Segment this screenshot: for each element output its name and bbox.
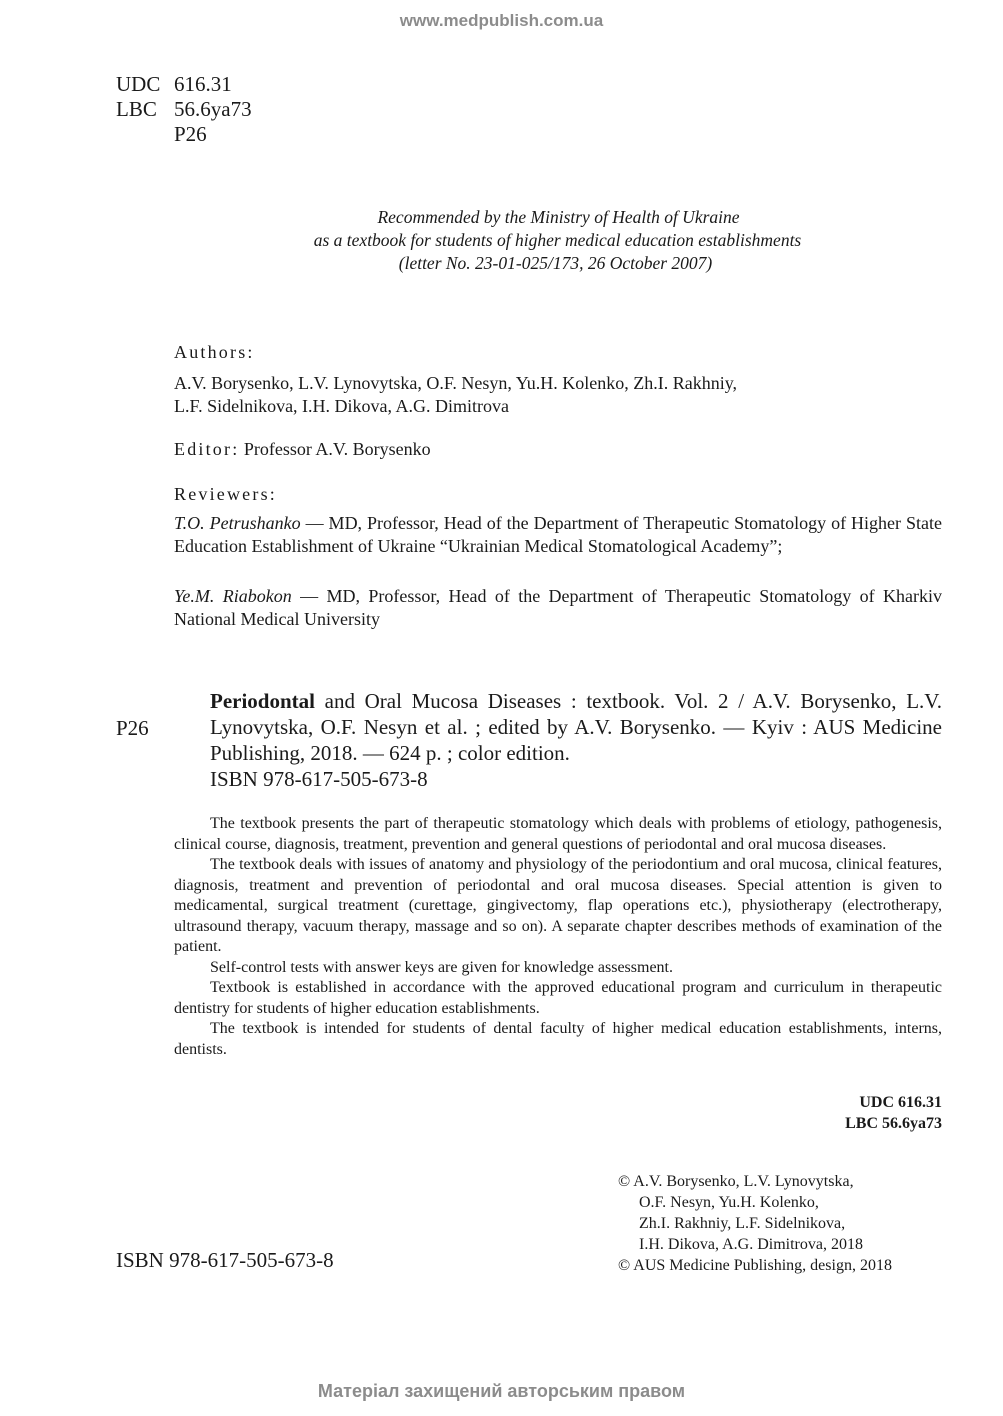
authors-line: A.V. Borysenko, L.V. Lynovytska, O.F. Nesyn, Yu.H. Kolenko, Zh.I. Rakhniy,	[174, 373, 738, 393]
annotation-paragraph: The textbook presents the part of therapeutic stomatology which deals with problems of etiology, pathogenesis, clinical course, diagnosis, treatment, prevention and general questions of periodontal and oral mucosa diseases.	[174, 815, 942, 853]
entry-title-bold: Periodontal	[210, 689, 315, 713]
udc-row	[116, 72, 252, 97]
copyright-line: I.H. Dikova, A.G. Dimitrova, 2018	[639, 1236, 863, 1253]
editor-label: Editor:	[174, 439, 240, 459]
lbc-label: LBC	[116, 97, 157, 121]
author-code: P26	[174, 122, 207, 146]
reviewer-name: T.O. Petrushanko	[174, 513, 301, 533]
entry-isbn: ISBN 978-617-505-673-8	[210, 767, 428, 791]
classification-codes-right	[600, 1092, 942, 1134]
recommendation-line: as a textbook for students of higher medical education establishments	[313, 230, 802, 250]
editor-line	[174, 438, 942, 461]
bibliographic-entry	[210, 688, 942, 792]
annotation	[174, 814, 942, 1060]
editor-value: Professor A.V. Borysenko	[243, 439, 431, 459]
authors-line: L.F. Sidelnikova, I.H. Dikova, A.G. Dimitrova	[174, 396, 510, 416]
copyright-line: © AUS Medicine Publishing, design, 2018	[618, 1257, 892, 1274]
udc-label: UDC	[116, 72, 161, 96]
reviewer-1	[174, 512, 942, 558]
entry-text: and Oral Mucosa Diseases : textbook. Vol. 2 / A.V. Borysenko, L.V. Lynovytska, O.F. Nesyn et al. ; edited by A.V. Borysenko. — Kyiv : AUS Medicine Publishing, 2018. — 624 p. ; color edition.	[210, 689, 942, 765]
copyright-line: Zh.I. Rakhniy, L.F. Sidelnikova,	[639, 1215, 846, 1232]
entry-code: P26	[116, 716, 149, 740]
reviewer-description: — MD, Professor, Head of the Department of Therapeutic Stomatology of Kharkiv National Medical University	[174, 586, 942, 629]
copyright-line: © A.V. Borysenko, L.V. Lynovytska,	[618, 1173, 854, 1190]
reviewer-2	[174, 585, 942, 631]
udc-value: 616.31	[174, 72, 232, 96]
authors-list	[174, 372, 942, 418]
copyright-line: O.F. Nesyn, Yu.H. Kolenko,	[639, 1194, 819, 1211]
recommendation-line: Recommended by the Ministry of Health of Ukraine	[377, 207, 740, 227]
copyright-block	[618, 1171, 892, 1276]
lbc-row	[116, 97, 252, 122]
header-url: www.medpublish.com.ua	[399, 11, 604, 30]
reviewers-label: Reviewers:	[174, 484, 277, 504]
lbc-code: LBC 56.6ya73	[845, 1115, 942, 1132]
classification-block	[116, 72, 252, 147]
annotation-paragraph: Self-control tests with answer keys are given for knowledge assessment.	[210, 958, 673, 976]
lbc-value: 56.6ya73	[174, 97, 252, 121]
recommendation	[0, 206, 1003, 275]
isbn-bottom: ISBN 978-617-505-673-8	[116, 1248, 334, 1272]
reviewer-name: Ye.M. Riabokon	[174, 586, 292, 606]
recommendation-line: (letter No. 23-01-025/173, 26 October 2007)	[398, 253, 713, 273]
copyright-notice: Матеріал захищений авторським правом	[317, 1381, 686, 1401]
udc-code: UDC 616.31	[859, 1094, 942, 1111]
annotation-paragraph: The textbook deals with issues of anatomy and physiology of the periodontium and oral mucosa, clinical features, diagnosis, treatment and prevention of periodontal and oral mucosa diseases. Special attention is given to medicamental, surgical treatment (curettage, gingivectomy, flap operations etc.), physiotherapy (electrotherapy, ultrasound therapy, vacuum therapy, massage and so on). A separate chapter describes methods of examination of the patient.	[174, 856, 942, 955]
authors-label: Authors:	[174, 342, 255, 362]
annotation-paragraph: The textbook is intended for students of dental faculty of higher medical education establishments, interns, dentists.	[174, 1020, 942, 1058]
reviewer-description: — MD, Professor, Head of the Department of Therapeutic Stomatology of Higher State Education Establishment of Ukraine “Ukrainian Medical Stomatological Academy”;	[174, 513, 942, 556]
annotation-paragraph: Textbook is established in accordance with the approved educational program and curriculum in therapeutic dentistry for students of higher education establishments.	[174, 979, 942, 1017]
